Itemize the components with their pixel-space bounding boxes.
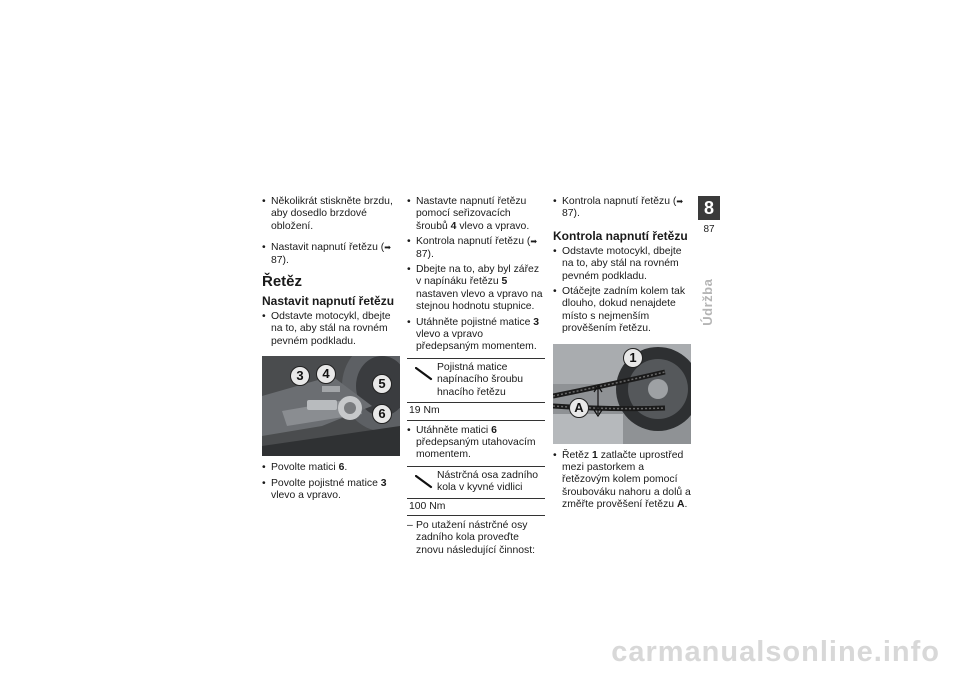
page-number: 87 (703, 224, 715, 235)
list-item: • Povolte pojistné matice 3 vlevo a vpravo. (262, 478, 400, 503)
subsection-heading: Nastavit napnutí řetězu (262, 294, 395, 309)
list-item: • Několikrát stiskněte brzdu, aby dosedlo brzdové obložení. (262, 196, 400, 233)
list-item: • Otáčejte zadním kolem tak dlouho, dokud nenajdete místo s nejmenším prověšením řetězu. (553, 286, 691, 336)
list-item: • Povolte matici 6. (262, 462, 400, 474)
torque-spec-box (407, 358, 545, 421)
column-3 (553, 196, 691, 515)
watermark: carmanualsonline.info (611, 636, 940, 668)
callout-6: 6 (372, 404, 392, 424)
list-item: • Nastavte napnutí řetězu pomocí seřizovacích šroubů 4 vlevo a vpravo. (407, 196, 545, 233)
list-item: • Utáhněte matici 6 předepsaným utahovacím momentem. (407, 425, 545, 462)
list-item: • Odstavte motocykl, dbejte na to, aby stál na rovném pevném podkladu. (262, 311, 400, 348)
chain-slack-illustration (553, 344, 691, 444)
column-1 (262, 196, 400, 505)
list-item: • Dbejte na to, aby byl zářez v napínáku řetězu 5 nastaven vlevo a vpravo na stejnou hodnotu stupnice. (407, 264, 545, 314)
list-item: • Kontrola napnutí řetězu (➡ 87). (553, 196, 691, 221)
wrench-icon (415, 367, 433, 381)
page-ref-arrow-icon: ➡ (676, 197, 684, 206)
chapter-label: Údržba (699, 278, 715, 326)
page-ref-arrow-icon: ➡ (530, 237, 538, 247)
torque-spec-box (407, 466, 545, 516)
list-item: • Nastavit napnutí řetězu (➡ 87). (262, 242, 400, 267)
callout-5: 5 (372, 374, 392, 394)
page-ref-link[interactable]: 87). (416, 248, 434, 260)
callout-4: 4 (316, 364, 336, 384)
torque-spec-description: Nástrčná osa zadního kola v kyvné vidlici (437, 469, 539, 494)
subsection-heading: Kontrola napnutí řetězu (553, 228, 688, 243)
column-2 (407, 196, 545, 560)
list-item: • Kontrola napnutí řetězu (➡ 87). (407, 236, 545, 261)
chapter-number-tab: 8 (698, 196, 720, 220)
list-item: • Řetěz 1 zatlačte uprostřed mezi pastorkem a řetězovým kolem pomocí šroubováku nahoru a dolů a změřte prověšení řetězu A. (553, 450, 691, 512)
list-item: • Odstavte motocykl, dbejte na to, aby stál na rovném pevném podkladu. (553, 246, 691, 283)
torque-spec-value: 100 Nm (407, 498, 545, 515)
callout-A: A (569, 398, 589, 418)
section-heading: Řetěz (262, 273, 303, 291)
page-ref-arrow-icon: ➡ (384, 243, 391, 253)
chain-slack-photo (553, 344, 691, 444)
list-item: • Utáhněte pojistné matice 3 vlevo a vpravo předepsaným momentem. (407, 317, 545, 354)
wrench-icon (415, 475, 433, 489)
page-ref-link[interactable]: 87). (562, 208, 580, 220)
chapter-sidebar (698, 196, 720, 326)
chain-adjuster-photo (262, 356, 400, 456)
callout-1: 1 (623, 348, 643, 368)
list-item: – Po utažení nástrčné osy zadního kola proveďte znovu následující činnost: (407, 520, 545, 557)
torque-spec-description: Pojistná matice napínacího šroubu hnacího řetězu (437, 361, 524, 398)
page-ref-link[interactable]: 87). (271, 254, 289, 266)
torque-spec-value: 19 Nm (407, 402, 545, 419)
callout-3: 3 (290, 366, 310, 386)
